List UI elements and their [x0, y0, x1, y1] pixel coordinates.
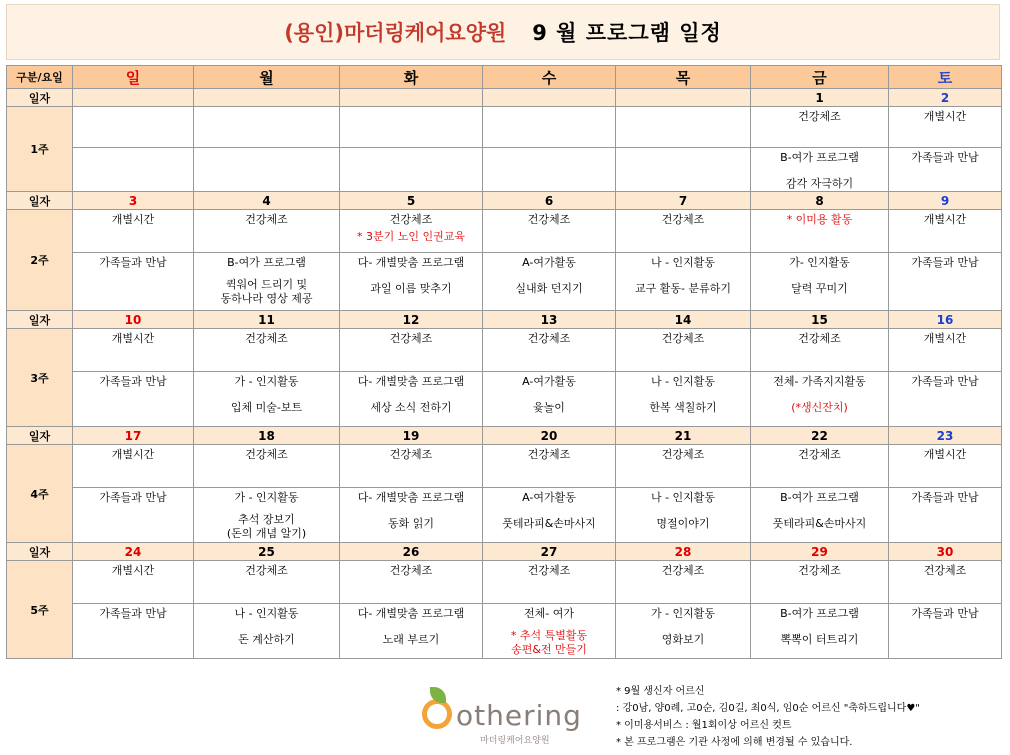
cell-content: [751, 488, 888, 531]
date-row: [7, 427, 1002, 445]
program-text: 개별시간: [923, 448, 967, 461]
program-text: B-여가 프로그램: [780, 151, 859, 164]
program-text: 전체- 여가: [524, 607, 574, 620]
program-text: 입체 미술-보트: [230, 401, 303, 414]
program-text: 건강체조: [527, 564, 571, 577]
program-cell: [483, 445, 616, 488]
cell-content: [889, 210, 1001, 227]
program-text: 다- 개별맞춤 프로그램: [357, 256, 465, 269]
weekday-header: 화: [340, 66, 483, 89]
date-cell: 24: [73, 543, 194, 561]
program-text: 교구 활동- 분류하기: [635, 282, 731, 295]
date-cell: 7: [616, 192, 751, 210]
program-cell: [483, 253, 616, 311]
program-row: [7, 561, 1002, 604]
note-line: * 9월 생신자 어르신: [616, 686, 705, 697]
program-cell: [340, 561, 483, 604]
date-cell: 15: [751, 311, 889, 329]
cell-content: [889, 148, 1001, 165]
logo-subtitle: 마더링케어요양원: [480, 736, 550, 746]
schedule-table: [6, 65, 1002, 659]
program-cell: [616, 329, 751, 372]
cell-content: [340, 329, 482, 346]
cell-content: [340, 488, 482, 531]
date-cell: [194, 89, 340, 107]
cell-content: [889, 561, 1001, 578]
cell-content: [194, 604, 339, 647]
date-label: 일자: [7, 192, 73, 210]
date-cell: 23: [889, 427, 1002, 445]
program-row: [7, 107, 1002, 148]
program-cell: [751, 148, 889, 192]
program-row: [7, 372, 1002, 427]
program-text: 나 - 인지활동: [650, 375, 716, 388]
program-cell: [340, 372, 483, 427]
cell-content: [889, 253, 1001, 270]
cell-content: [340, 561, 482, 578]
program-cell: [616, 372, 751, 427]
program-text: 전체- 가족지지활동: [773, 375, 866, 388]
program-cell: [340, 329, 483, 372]
program-text: 건강체조: [661, 332, 705, 345]
program-text: 건강체조: [389, 564, 433, 577]
cell-content: [889, 488, 1001, 505]
date-cell: 28: [616, 543, 751, 561]
week-label: 3주: [7, 329, 73, 427]
program-text: 개별시간: [923, 332, 967, 345]
program-cell: [73, 210, 194, 253]
cell-content: [616, 604, 750, 647]
date-label: 일자: [7, 89, 73, 107]
header-label: 구분/요일: [7, 66, 73, 89]
program-text: 건강체조: [923, 564, 967, 577]
program-text: 노래 부르기: [382, 633, 440, 646]
note-line: * 이미용서비스 : 월1회이상 어르신 컷트: [616, 720, 792, 731]
program-cell: [616, 561, 751, 604]
program-text: 건강체조: [389, 213, 433, 226]
program-cell: [73, 604, 194, 659]
program-cell: [73, 561, 194, 604]
program-cell: [751, 561, 889, 604]
week-label: 1주: [7, 107, 73, 192]
note-line: : 강0남, 양0례, 고0순, 김0길, 최0식, 임0순 어르신 "축하드립니다♥": [616, 703, 920, 714]
cell-content: [616, 253, 750, 296]
program-text: 건강체조: [527, 448, 571, 461]
program-text: 가족들과 만남: [911, 375, 979, 388]
program-text: 건강체조: [661, 213, 705, 226]
weekday-header: 목: [616, 66, 751, 89]
program-cell: [889, 445, 1002, 488]
program-cell: [616, 445, 751, 488]
date-label: 일자: [7, 543, 73, 561]
program-cell: [483, 148, 616, 192]
program-text: 개별시간: [111, 564, 155, 577]
cell-content: [889, 372, 1001, 389]
program-text: * 3분기 노인 인권교육: [357, 230, 465, 243]
program-text: 가족들과 만남: [99, 375, 167, 388]
date-cell: 27: [483, 543, 616, 561]
program-row: [7, 445, 1002, 488]
notes: [616, 683, 920, 751]
date-row: [7, 543, 1002, 561]
program-cell: [73, 445, 194, 488]
program-text: 풋테라피&손마사지: [502, 517, 596, 530]
cell-content: [73, 372, 193, 389]
program-row: [7, 329, 1002, 372]
program-text: 명절이야기: [656, 517, 710, 530]
program-cell: [483, 107, 616, 148]
cell-content: [73, 561, 193, 578]
program-text: 건강체조: [798, 448, 841, 461]
program-text: 건강체조: [661, 564, 705, 577]
date-cell: 19: [340, 427, 483, 445]
weekday-header: 토: [889, 66, 1002, 89]
cell-content: [889, 107, 1001, 124]
program-text: 다- 개별맞춤 프로그램: [357, 607, 465, 620]
cell-content: [73, 210, 193, 227]
program-text: A-여가활동: [522, 256, 576, 269]
cell-content: [483, 253, 615, 296]
program-cell: [616, 148, 751, 192]
cell-content: [616, 445, 750, 462]
cell-content: [483, 561, 615, 578]
program-text: 동하나라 영상 제공: [220, 292, 313, 305]
cell-content: [73, 604, 193, 621]
program-cell: [889, 148, 1002, 192]
cell-content: [751, 604, 888, 647]
date-cell: 11: [194, 311, 340, 329]
page-title: [6, 4, 1000, 60]
program-text: (*생신잔치): [791, 401, 848, 414]
program-cell: [73, 372, 194, 427]
program-cell: [751, 488, 889, 543]
program-cell: [751, 210, 889, 253]
program-cell: [194, 329, 340, 372]
cell-content: [751, 445, 888, 462]
program-cell: [194, 604, 340, 659]
title-text: 9 월 프로그램 일정: [532, 21, 722, 45]
cell-content: [483, 372, 615, 415]
program-cell: [340, 210, 483, 253]
program-text: 감각 자극하기: [785, 177, 854, 190]
program-row: [7, 148, 1002, 192]
date-cell: 26: [340, 543, 483, 561]
program-text: 실내화 던지기: [515, 282, 583, 295]
cell-content: [73, 253, 193, 270]
cell-content: [616, 488, 750, 531]
program-text: 건강체조: [389, 332, 433, 345]
date-label: 일자: [7, 427, 73, 445]
program-cell: [194, 372, 340, 427]
program-cell: [194, 561, 340, 604]
program-cell: [889, 107, 1002, 148]
cell-content: [616, 329, 750, 346]
program-cell: [751, 253, 889, 311]
date-label: 일자: [7, 311, 73, 329]
cell-content: [194, 253, 339, 306]
program-cell: [889, 604, 1002, 659]
cell-content: [483, 329, 615, 346]
cell-content: [889, 329, 1001, 346]
cell-content: [889, 604, 1001, 621]
date-cell: 8: [751, 192, 889, 210]
program-cell: [340, 445, 483, 488]
weekday-header: 수: [483, 66, 616, 89]
cell-content: [483, 445, 615, 462]
date-cell: 20: [483, 427, 616, 445]
week-label: 4주: [7, 445, 73, 543]
date-cell: [73, 89, 194, 107]
cell-content: [340, 445, 482, 462]
date-cell: 2: [889, 89, 1002, 107]
program-text: 가- 인지활동: [789, 256, 850, 269]
program-text: 나 - 인지활동: [650, 256, 716, 269]
program-text: 가 - 인지활동: [650, 607, 716, 620]
cell-content: [194, 488, 339, 541]
program-text: 한복 색칠하기: [649, 401, 717, 414]
program-text: 퀵워어 드리기 및: [225, 278, 308, 291]
program-cell: [340, 253, 483, 311]
program-text: 영화보기: [661, 633, 705, 646]
date-row: [7, 192, 1002, 210]
date-cell: [340, 89, 483, 107]
cell-content: [194, 372, 339, 415]
cell-content: [73, 329, 193, 346]
program-cell: [616, 253, 751, 311]
weekday-header-row: [7, 66, 1002, 89]
date-cell: 22: [751, 427, 889, 445]
cell-content: [194, 561, 339, 578]
logo-word: [456, 699, 582, 732]
program-text: 건강체조: [245, 448, 288, 461]
date-cell: [616, 89, 751, 107]
date-cell: 4: [194, 192, 340, 210]
program-cell: [616, 604, 751, 659]
cell-content: [889, 445, 1001, 462]
program-cell: [73, 148, 194, 192]
program-text: 건강체조: [245, 213, 288, 226]
cell-content: [194, 329, 339, 346]
program-cell: [889, 329, 1002, 372]
date-cell: 18: [194, 427, 340, 445]
program-cell: [194, 148, 340, 192]
cell-content: [616, 372, 750, 415]
program-text: 가족들과 만남: [911, 491, 979, 504]
date-cell: 14: [616, 311, 751, 329]
program-text: 개별시간: [111, 448, 155, 461]
program-cell: [751, 445, 889, 488]
program-text: 개별시간: [923, 213, 967, 226]
cell-content: [483, 604, 615, 657]
program-cell: [889, 253, 1002, 311]
cell-content: [73, 488, 193, 505]
program-text: A-여가활동: [522, 491, 576, 504]
cell-content: [340, 372, 482, 415]
program-text: 건강체조: [245, 564, 288, 577]
program-cell: [889, 372, 1002, 427]
program-text: 윷놀이: [533, 401, 565, 414]
program-cell: [340, 107, 483, 148]
program-text: * 추석 특별활동: [510, 629, 588, 642]
date-cell: 3: [73, 192, 194, 210]
program-text: 건강체조: [661, 448, 705, 461]
cell-content: [751, 107, 888, 124]
program-cell: [194, 488, 340, 543]
program-text: 세상 소식 전하기: [370, 401, 452, 414]
program-cell: [751, 372, 889, 427]
cell-content: [751, 210, 888, 227]
cell-content: [340, 604, 482, 647]
program-cell: [483, 561, 616, 604]
program-text: 다- 개별맞춤 프로그램: [357, 375, 465, 388]
program-text: B-여가 프로그램: [780, 607, 859, 620]
cell-content: [751, 148, 888, 191]
program-text: (돈의 개념 알기): [226, 527, 307, 540]
cell-content: [483, 488, 615, 531]
program-text: 달력 꾸미기: [791, 282, 848, 295]
cell-content: [616, 210, 750, 227]
program-cell: [194, 253, 340, 311]
date-cell: 21: [616, 427, 751, 445]
program-text: 가족들과 만남: [911, 256, 979, 269]
program-cell: [73, 329, 194, 372]
cell-content: [751, 253, 888, 296]
weekday-header: 일: [73, 66, 194, 89]
program-text: 동화 읽기: [387, 517, 434, 530]
program-text: 과일 이름 맞추기: [370, 282, 452, 295]
cell-content: [73, 445, 193, 462]
weekday-header: 월: [194, 66, 340, 89]
program-cell: [616, 107, 751, 148]
program-row: [7, 210, 1002, 253]
date-cell: 13: [483, 311, 616, 329]
weekday-header: 금: [751, 66, 889, 89]
program-text: 개별시간: [923, 110, 967, 123]
program-cell: [73, 107, 194, 148]
program-text: 건강체조: [798, 564, 841, 577]
program-cell: [340, 488, 483, 543]
cell-content: [194, 210, 339, 227]
program-cell: [483, 604, 616, 659]
date-cell: 9: [889, 192, 1002, 210]
program-text: 나 - 인지활동: [650, 491, 716, 504]
logo-wordmark: othering: [456, 699, 582, 732]
date-row: [7, 89, 1002, 107]
program-text: 가족들과 만남: [911, 607, 979, 620]
cell-content: [194, 445, 339, 462]
program-cell: [889, 488, 1002, 543]
date-cell: 12: [340, 311, 483, 329]
program-cell: [616, 488, 751, 543]
cell-content: [751, 561, 888, 578]
program-text: 가 - 인지활동: [234, 491, 299, 504]
note-line: * 본 프로그램은 기관 사정에 의해 변경될 수 있습니다.: [616, 737, 853, 748]
cell-content: [483, 210, 615, 227]
program-cell: [340, 148, 483, 192]
program-text: 건강체조: [527, 332, 571, 345]
cell-content: [616, 561, 750, 578]
program-text: 가족들과 만남: [99, 256, 167, 269]
program-cell: [194, 107, 340, 148]
program-text: 가 - 인지활동: [234, 375, 299, 388]
program-text: 가족들과 만남: [99, 491, 167, 504]
program-cell: [194, 210, 340, 253]
program-text: 추석 장보기: [238, 513, 295, 526]
program-cell: [483, 210, 616, 253]
program-text: 뽁뽁이 터트리기: [780, 633, 859, 646]
program-cell: [194, 445, 340, 488]
date-cell: 16: [889, 311, 1002, 329]
cell-content: [340, 210, 482, 244]
program-text: 개별시간: [111, 213, 155, 226]
program-cell: [751, 329, 889, 372]
date-cell: 17: [73, 427, 194, 445]
date-cell: [483, 89, 616, 107]
program-text: 건강체조: [389, 448, 433, 461]
logo-mark: [422, 699, 452, 729]
program-text: 개별시간: [111, 332, 155, 345]
date-cell: 10: [73, 311, 194, 329]
program-cell: [889, 210, 1002, 253]
date-cell: 30: [889, 543, 1002, 561]
program-text: 가족들과 만남: [99, 607, 167, 620]
program-text: 송편&전 만들기: [511, 643, 587, 656]
program-cell: [483, 372, 616, 427]
program-cell: [751, 107, 889, 148]
program-text: 건강체조: [798, 110, 841, 123]
org-name: (용인)마더링케어요양원: [284, 21, 507, 45]
program-text: 건강체조: [798, 332, 841, 345]
logo: [420, 685, 580, 749]
program-cell: [73, 488, 194, 543]
week-label: 5주: [7, 561, 73, 659]
program-cell: [340, 604, 483, 659]
date-cell: 1: [751, 89, 889, 107]
date-cell: 29: [751, 543, 889, 561]
cell-content: [751, 372, 888, 415]
date-row: [7, 311, 1002, 329]
date-cell: 5: [340, 192, 483, 210]
program-text: 건강체조: [527, 213, 571, 226]
program-text: A-여가활동: [522, 375, 576, 388]
program-text: 다- 개별맞춤 프로그램: [357, 491, 465, 504]
date-cell: 25: [194, 543, 340, 561]
program-text: * 이미용 활동: [786, 213, 853, 226]
program-text: 풋테라피&손마사지: [772, 517, 867, 530]
week-label: 2주: [7, 210, 73, 311]
program-cell: [616, 210, 751, 253]
program-text: 돈 계산하기: [238, 633, 295, 646]
program-text: B-여가 프로그램: [780, 491, 859, 504]
program-text: B-여가 프로그램: [227, 256, 306, 269]
program-row: [7, 604, 1002, 659]
program-cell: [483, 329, 616, 372]
cell-content: [751, 329, 888, 346]
program-cell: [889, 561, 1002, 604]
program-text: 건강체조: [245, 332, 288, 345]
cell-content: [340, 253, 482, 296]
program-cell: [483, 488, 616, 543]
program-row: [7, 253, 1002, 311]
program-cell: [751, 604, 889, 659]
program-text: 가족들과 만남: [911, 151, 979, 164]
date-cell: 6: [483, 192, 616, 210]
program-cell: [73, 253, 194, 311]
program-text: 나 - 인지활동: [234, 607, 299, 620]
program-row: [7, 488, 1002, 543]
